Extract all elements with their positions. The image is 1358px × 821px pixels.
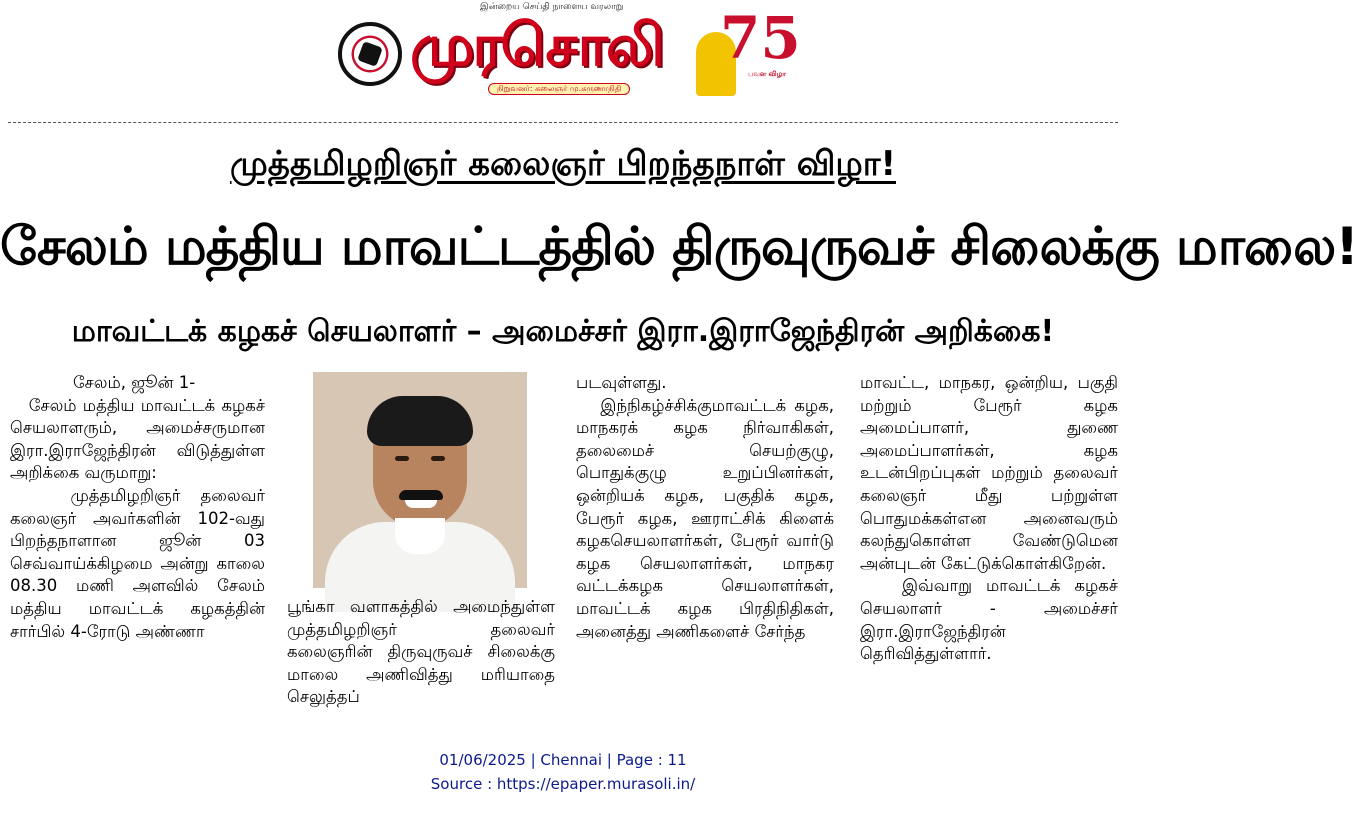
party-emblem-icon: [338, 22, 402, 86]
page-footer: [0, 748, 1126, 796]
anniversary-number: 75: [720, 4, 801, 72]
source-link[interactable]: Source : https://epaper.murasoli.in/: [430, 775, 696, 793]
article-headline: சேலம் மத்திய மாவட்டத்தில் திருவுருவச் சிலைக்கு மாலை!: [0, 217, 1358, 277]
article-column-2: பூங்கா வளாகத்தில் அமைந்துள்ள முத்தமிழறிஞர் தலைவர் கலைஞரின் திருவுருவச் சிலைக்கு மாலை அணிவித்து மரியாதை செலுத்தப்: [287, 597, 555, 707]
article-photo: [313, 372, 527, 588]
article-column-3: படவுள்ளது. இந்நிகழ்ச்சிக்குமாவட்டக் கழக, மாநகரக் கழக நிர்வாகிகள், தலைமைச் செயற்குழு, பொதுக்குழு உறுப்பினர்கள், ஒன்றியக் கழக, பகுதிக் கழக, பேரூர் கழக, ஊராட்சிக் கிளைக் கழகசெயலாளர்கள், பேரூர் வார்டு கழக செயலாளர்கள், மாநகர வட்டக்கழக செயலாளர்கள், மாவட்டக் கழக பிரதிநிதிகள், அனைத்து அணிகளைச் சேர்ந்த: [576, 373, 834, 641]
masthead: [0, 0, 1126, 108]
anniversary-label: பவள விழா: [748, 70, 786, 78]
article-column-1: சேலம், ஜூன் 1- சேலம் மத்திய மாவட்டக் கழகச் செயலாளரும், அமைச்சருமான இரா.இராஜேந்திரன் விடுத்துள்ள அறிக்கை வருமாறு: முத்தமிழறிஞர் தலைவர் கலைஞர் அவர்களின் 102-வது பிறந்தநாளான ஜூன் 03 செவ்வாய்க்கிழமை அன்று காலை 08.30 மணி அளவில் சேலம் மத்திய மாவட்டக் கழகத்தின் சார்பில் 4-ரோடு அண்ணா: [10, 373, 265, 641]
section-divider: [8, 122, 1118, 123]
masthead-tagline: இன்றைய செய்தி நாளைய வரலாறு: [480, 2, 624, 12]
article-column-4: மாவட்ட, மாநகர, ஒன்றிய, பகுதி மற்றும் பேரூர் கழக அமைப்பாளர், துணை அமைப்பாளர்கள், கழக உடன்பிறப்புகள் மற்றும் தலைவர் கலைஞர் மீது பற்றுள்ள பொதுமக்கள்என அனைவரும் கலந்துகொள்ள வேண்டுமென அன்புடன் கேட்டுக்கொள்கிறேன். இவ்வாறு மாவட்டக் கழகச் செயலாளர் - அமைச்சர் இரா.இராஜேந்திரன் தெரிவித்துள்ளார்.: [860, 373, 1118, 664]
newspaper-logo: முரசொலி: [410, 11, 663, 79]
edition-meta: 01/06/2025 | Chennai | Page : 11: [439, 751, 687, 769]
article-subhead: மாவட்டக் கழகச் செயலாளர் – அமைச்சர் இரா.இராஜேந்திரன் அறிக்கை!: [71, 314, 1055, 349]
founder-line: நிறுவனர்: கலைஞர் மு.கருணாநிதி: [488, 83, 630, 95]
article-kicker: [0, 142, 1126, 186]
anniversary-logo: [690, 4, 801, 98]
article-kicker-text: முத்தமிழறிஞர் கலைஞர் பிறந்தநாள் விழா!: [229, 144, 897, 184]
